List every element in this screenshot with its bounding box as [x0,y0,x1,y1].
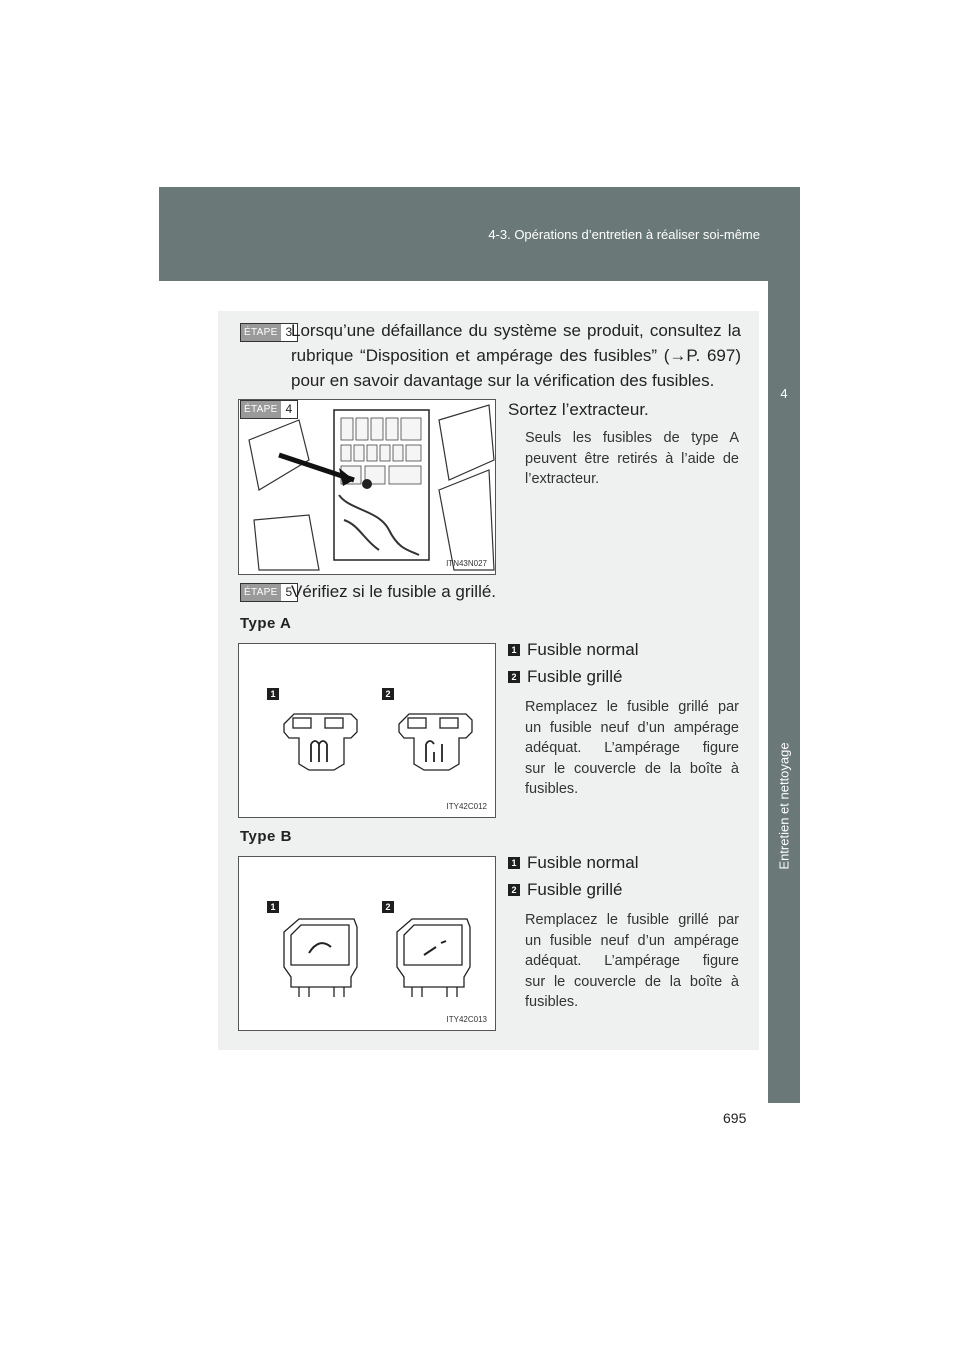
note-line: fusibles. [525,994,579,1010]
item-number: 1 [508,644,520,656]
step-number: 5 [281,584,298,601]
type-b-note [525,910,739,1013]
item-label: Fusible grillé [527,667,623,686]
type-a-item-2 [508,667,622,687]
note-line: sur le couvercle de la boîte à [525,973,739,990]
text-line: pour en savoir davantage sur la vérification des fusibles. [291,371,715,390]
fuse-box-figure [238,399,496,575]
type-b-item-2 [508,880,622,900]
step-4-badge [240,400,298,419]
item-label: Fusible normal [527,853,639,872]
item-label: Fusible grillé [527,880,623,899]
step-4-note [525,428,739,490]
section-title: 4-3. Opérations d’entretien à réaliser soi-même [488,227,760,242]
fuse-box-illustration [239,400,495,574]
text-line: Lorsqu’une défaillance du système se produit, consultez la [291,321,741,340]
step-number: 3 [281,324,298,341]
step-5-text: Vérifiez si le fusible a grillé. [291,582,497,601]
type-b-item-1 [508,853,639,873]
type-b-title: Type B [240,828,292,845]
type-a-title: Type A [240,615,292,632]
item-number: 1 [508,857,520,869]
chapter-header [159,187,800,281]
note-line: adéquat. L’ampérage figure [525,953,739,969]
step-label: ÉTAPE [241,584,281,601]
note-line: adéquat. L’ampérage figure [525,740,739,756]
figure-code: ITY42C013 [446,1015,487,1024]
step-label: ÉTAPE [241,401,281,418]
chapter-title: Entretien et nettoyage [776,742,792,870]
step-number: 4 [281,401,298,418]
type-b-fuses [239,857,495,1030]
step-5-badge [240,583,298,602]
note-line: un fusible neuf d’un ampérage [525,719,739,736]
type-a-figure [238,643,496,818]
note-line: peuvent être retirés à l’aide de [525,450,739,467]
chapter-number: 4 [780,386,788,401]
note-line: Seuls les fusibles de type A [525,430,739,446]
item-number: 2 [508,671,520,683]
type-a-item-1 [508,640,639,660]
type-a-note [525,697,739,800]
figure-callout-1: 1 [267,901,279,913]
item-label: Fusible normal [527,640,639,659]
note-line: Remplacez le fusible grillé par [525,699,739,715]
note-line: l’extracteur. [525,471,600,487]
figure-callout-2: 2 [382,688,394,700]
text-line: rubrique “Disposition et ampérage des fusibles” (→P. 697) [291,346,741,365]
page-number: 695 [723,1110,747,1126]
figure-code: ITN43N027 [446,559,487,568]
chapter-tab [768,281,800,1103]
figure-callout-1: 1 [267,688,279,700]
type-a-fuses [239,644,495,817]
step-4-text: Sortez l’extracteur. [508,400,649,419]
note-line: sur le couvercle de la boîte à [525,760,739,777]
note-line: fusibles. [525,781,579,797]
step-3-badge [240,323,298,342]
figure-code: ITY42C012 [446,802,487,811]
note-line: Remplacez le fusible grillé par [525,912,739,928]
step-label: ÉTAPE [241,324,281,341]
step-3-text [291,318,741,393]
type-b-figure [238,856,496,1031]
note-line: un fusible neuf d’un ampérage [525,932,739,949]
item-number: 2 [508,884,520,896]
figure-callout-2: 2 [382,901,394,913]
